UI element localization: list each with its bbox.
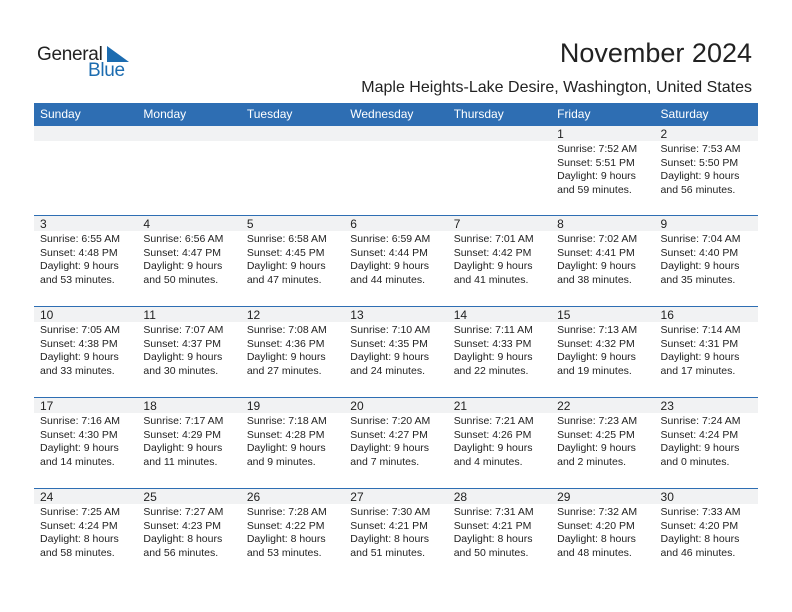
- sunrise-text: Sunrise: 7:30 AM: [350, 506, 431, 518]
- daylight-text: Daylight: 9 hours: [350, 442, 430, 454]
- daylight-text: Daylight: 9 hours: [350, 351, 430, 363]
- sunrise-text: Sunrise: 7:04 AM: [660, 233, 741, 245]
- sunrise-text: Sunrise: 7:52 AM: [557, 143, 638, 155]
- calendar-weeks: [34, 126, 758, 579]
- sunset-text: Sunset: 4:21 PM: [453, 519, 532, 532]
- daylight-minutes-text: and 53 minutes.: [40, 273, 115, 286]
- day-cell: [241, 489, 344, 579]
- day-cell: [241, 307, 344, 397]
- sunrise-text: Sunrise: 7:21 AM: [453, 415, 534, 427]
- day-number: 3: [34, 216, 137, 231]
- week-row: [34, 215, 758, 306]
- empty-day-cell: [448, 126, 551, 215]
- sunrise-text: Sunrise: 7:25 AM: [40, 506, 120, 518]
- day-cell: [137, 489, 240, 579]
- sunrise-text: Sunrise: 7:07 AM: [143, 324, 224, 336]
- sunset-text: Sunset: 4:20 PM: [660, 519, 739, 532]
- logo-word-blue: Blue: [88, 60, 125, 81]
- day-cell: [34, 307, 137, 397]
- day-cell: [241, 398, 344, 488]
- empty-day-cell: [34, 126, 137, 215]
- day-cell: [448, 398, 551, 488]
- day-cell: [551, 126, 654, 215]
- daylight-text: Daylight: 9 hours: [557, 260, 636, 272]
- sunset-text: Sunset: 4:36 PM: [246, 337, 325, 350]
- empty-day-bar: [448, 126, 551, 141]
- daylight-text: Daylight: 8 hours: [40, 533, 119, 545]
- sunrise-text: Sunrise: 7:20 AM: [350, 415, 431, 427]
- day-number: 16: [655, 307, 758, 322]
- day-number: 22: [551, 398, 654, 413]
- week-row: [34, 488, 758, 579]
- daylight-minutes-text: and 44 minutes.: [350, 273, 425, 286]
- daylight-text: Daylight: 9 hours: [246, 351, 326, 363]
- week-row: [34, 306, 758, 397]
- daylight-minutes-text: and 7 minutes.: [350, 455, 420, 468]
- day-number: 30: [655, 489, 758, 504]
- day-cell: [344, 398, 447, 488]
- sunrise-text: Sunrise: 7:11 AM: [453, 324, 533, 336]
- daylight-minutes-text: and 4 minutes.: [453, 455, 523, 468]
- daylight-minutes-text: and 48 minutes.: [557, 546, 632, 559]
- sunset-text: Sunset: 4:40 PM: [660, 246, 739, 259]
- daylight-minutes-text: and 50 minutes.: [453, 546, 529, 559]
- sunset-text: Sunset: 5:51 PM: [557, 156, 635, 169]
- day-cell: [34, 489, 137, 579]
- daylight-text: Daylight: 9 hours: [660, 442, 740, 454]
- day-number: 17: [34, 398, 137, 413]
- sunset-text: Sunset: 4:24 PM: [660, 428, 739, 441]
- sunset-text: Sunset: 4:27 PM: [350, 428, 428, 441]
- daylight-minutes-text: and 56 minutes.: [143, 546, 219, 559]
- sunset-text: Sunset: 4:20 PM: [557, 519, 635, 532]
- sunrise-text: Sunrise: 7:53 AM: [660, 143, 741, 155]
- day-cell: [448, 216, 551, 306]
- daylight-text: Daylight: 8 hours: [660, 533, 740, 545]
- sunrise-text: Sunrise: 7:33 AM: [660, 506, 741, 518]
- daylight-text: Daylight: 9 hours: [143, 351, 223, 363]
- day-number: 15: [551, 307, 654, 322]
- day-cell: [551, 398, 654, 488]
- day-number: 24: [34, 489, 137, 504]
- daylight-minutes-text: and 53 minutes.: [246, 546, 322, 559]
- sunset-text: Sunset: 4:38 PM: [40, 337, 118, 350]
- day-number: 11: [137, 307, 240, 322]
- day-cell: [34, 398, 137, 488]
- day-cell: [448, 307, 551, 397]
- daylight-minutes-text: and 2 minutes.: [557, 455, 626, 468]
- empty-day-cell: [137, 126, 240, 215]
- day-cell: [551, 307, 654, 397]
- sunset-text: Sunset: 4:31 PM: [660, 337, 739, 350]
- daylight-text: Daylight: 9 hours: [557, 170, 636, 182]
- page-title: November 2024: [559, 38, 752, 68]
- day-cell: [655, 216, 758, 306]
- day-number: 28: [448, 489, 551, 504]
- sunrise-text: Sunrise: 7:18 AM: [246, 415, 327, 427]
- sunset-text: Sunset: 4:35 PM: [350, 337, 428, 350]
- sunrise-text: Sunrise: 7:08 AM: [246, 324, 327, 336]
- sunset-text: Sunset: 4:22 PM: [246, 519, 325, 532]
- sunset-text: Sunset: 4:48 PM: [40, 246, 118, 259]
- day-cell: [137, 307, 240, 397]
- day-cell: [34, 216, 137, 306]
- daylight-minutes-text: and 22 minutes.: [453, 364, 529, 377]
- day-number: 10: [34, 307, 137, 322]
- day-number: 12: [241, 307, 344, 322]
- weekday-tuesday: Tuesday: [246, 107, 293, 121]
- sunset-text: Sunset: 4:23 PM: [143, 519, 222, 532]
- daylight-text: Daylight: 9 hours: [40, 351, 119, 363]
- daylight-minutes-text: and 11 minutes.: [143, 455, 218, 468]
- weekday-thursday: Thursday: [453, 107, 504, 121]
- sunrise-text: Sunrise: 7:27 AM: [143, 506, 224, 518]
- sunset-text: Sunset: 4:37 PM: [143, 337, 222, 350]
- week-row: [34, 126, 758, 215]
- empty-day-cell: [241, 126, 344, 215]
- daylight-text: Daylight: 9 hours: [350, 260, 430, 272]
- logo-word-general: General: [37, 44, 103, 65]
- sunrise-text: Sunrise: 6:56 AM: [143, 233, 224, 245]
- day-number: 25: [137, 489, 240, 504]
- sunset-text: Sunset: 4:28 PM: [246, 428, 325, 441]
- day-cell: [344, 307, 447, 397]
- daylight-text: Daylight: 9 hours: [660, 351, 740, 363]
- day-number: 13: [344, 307, 447, 322]
- day-number: 29: [551, 489, 654, 504]
- daylight-text: Daylight: 9 hours: [453, 442, 533, 454]
- sunset-text: Sunset: 4:32 PM: [557, 337, 635, 350]
- sunrise-text: Sunrise: 7:24 AM: [660, 415, 741, 427]
- weekday-wednesday: Wednesday: [350, 107, 414, 121]
- day-cell: [655, 489, 758, 579]
- daylight-text: Daylight: 8 hours: [143, 533, 223, 545]
- daylight-text: Daylight: 9 hours: [40, 442, 119, 454]
- day-number: 23: [655, 398, 758, 413]
- daylight-text: Daylight: 9 hours: [40, 260, 119, 272]
- daylight-minutes-text: and 17 minutes.: [660, 364, 736, 377]
- day-cell: [551, 216, 654, 306]
- sunrise-text: Sunrise: 7:13 AM: [557, 324, 638, 336]
- empty-day-bar: [241, 126, 344, 141]
- day-cell: [448, 489, 551, 579]
- daylight-minutes-text: and 59 minutes.: [557, 183, 632, 196]
- empty-day-bar: [344, 126, 447, 141]
- sunrise-text: Sunrise: 7:14 AM: [660, 324, 741, 336]
- weekday-header: [34, 103, 758, 126]
- sunset-text: Sunset: 4:42 PM: [453, 246, 532, 259]
- day-cell: [137, 398, 240, 488]
- sunrise-text: Sunrise: 7:32 AM: [557, 506, 638, 518]
- sunset-text: Sunset: 4:26 PM: [453, 428, 532, 441]
- daylight-minutes-text: and 56 minutes.: [660, 183, 736, 196]
- daylight-text: Daylight: 8 hours: [246, 533, 326, 545]
- sunset-text: Sunset: 4:47 PM: [143, 246, 222, 259]
- daylight-minutes-text: and 58 minutes.: [40, 546, 115, 559]
- day-number: 2: [655, 126, 758, 141]
- daylight-text: Daylight: 8 hours: [557, 533, 636, 545]
- week-row: [34, 397, 758, 488]
- sunset-text: Sunset: 4:25 PM: [557, 428, 635, 441]
- day-number: 7: [448, 216, 551, 231]
- day-number: 6: [344, 216, 447, 231]
- daylight-minutes-text: and 35 minutes.: [660, 273, 736, 286]
- day-cell: [344, 489, 447, 579]
- sunrise-text: Sunrise: 7:23 AM: [557, 415, 638, 427]
- daylight-text: Daylight: 9 hours: [557, 442, 636, 454]
- day-number: 19: [241, 398, 344, 413]
- sunrise-text: Sunrise: 6:58 AM: [246, 233, 327, 245]
- day-number: 4: [137, 216, 240, 231]
- daylight-minutes-text: and 38 minutes.: [557, 273, 632, 286]
- day-cell: [241, 216, 344, 306]
- day-number: 9: [655, 216, 758, 231]
- daylight-minutes-text: and 47 minutes.: [246, 273, 322, 286]
- weekday-friday: Friday: [557, 107, 591, 121]
- day-number: 26: [241, 489, 344, 504]
- day-number: 20: [344, 398, 447, 413]
- daylight-text: Daylight: 9 hours: [143, 442, 223, 454]
- daylight-minutes-text: and 33 minutes.: [40, 364, 115, 377]
- daylight-minutes-text: and 27 minutes.: [246, 364, 322, 377]
- day-number: 5: [241, 216, 344, 231]
- day-number: 18: [137, 398, 240, 413]
- daylight-minutes-text: and 24 minutes.: [350, 364, 425, 377]
- sunrise-text: Sunrise: 7:05 AM: [40, 324, 120, 336]
- sunset-text: Sunset: 4:30 PM: [40, 428, 118, 441]
- sunset-text: Sunset: 4:21 PM: [350, 519, 428, 532]
- weekday-sunday: Sunday: [40, 107, 81, 121]
- daylight-minutes-text: and 41 minutes.: [453, 273, 529, 286]
- sunrise-text: Sunrise: 7:01 AM: [453, 233, 534, 245]
- weekday-monday: Monday: [143, 107, 187, 121]
- sunset-text: Sunset: 4:45 PM: [246, 246, 325, 259]
- day-cell: [551, 489, 654, 579]
- day-number: 14: [448, 307, 551, 322]
- daylight-text: Daylight: 9 hours: [660, 260, 740, 272]
- day-number: 8: [551, 216, 654, 231]
- day-number: 21: [448, 398, 551, 413]
- sunset-text: Sunset: 4:44 PM: [350, 246, 428, 259]
- day-number: 27: [344, 489, 447, 504]
- day-cell: [137, 216, 240, 306]
- sunrise-text: Sunrise: 7:16 AM: [40, 415, 120, 427]
- empty-day-bar: [34, 126, 137, 141]
- daylight-text: Daylight: 9 hours: [453, 351, 533, 363]
- daylight-minutes-text: and 51 minutes.: [350, 546, 425, 559]
- sunrise-text: Sunrise: 6:55 AM: [40, 233, 120, 245]
- day-cell: [655, 398, 758, 488]
- sunset-text: Sunset: 4:33 PM: [453, 337, 532, 350]
- sunset-text: Sunset: 4:29 PM: [143, 428, 222, 441]
- sunset-text: Sunset: 4:41 PM: [557, 246, 635, 259]
- weekday-saturday: Saturday: [660, 107, 709, 121]
- daylight-minutes-text: and 50 minutes.: [143, 273, 219, 286]
- daylight-text: Daylight: 9 hours: [143, 260, 223, 272]
- daylight-minutes-text: and 14 minutes.: [40, 455, 115, 468]
- daylight-text: Daylight: 8 hours: [350, 533, 430, 545]
- daylight-minutes-text: and 0 minutes.: [660, 455, 730, 468]
- location-subtitle: Maple Heights-Lake Desire, Washington, United States: [361, 79, 752, 96]
- daylight-minutes-text: and 30 minutes.: [143, 364, 219, 377]
- calendar-grid: [34, 103, 758, 579]
- daylight-text: Daylight: 9 hours: [246, 260, 326, 272]
- sunrise-text: Sunrise: 7:28 AM: [246, 506, 327, 518]
- daylight-text: Daylight: 9 hours: [557, 351, 636, 363]
- sunrise-text: Sunrise: 6:59 AM: [350, 233, 431, 245]
- day-cell: [655, 126, 758, 215]
- daylight-text: Daylight: 9 hours: [453, 260, 533, 272]
- sunrise-text: Sunrise: 7:10 AM: [350, 324, 431, 336]
- day-cell: [655, 307, 758, 397]
- sunset-text: Sunset: 5:50 PM: [660, 156, 739, 169]
- empty-day-cell: [344, 126, 447, 215]
- empty-day-bar: [137, 126, 240, 141]
- logo: [37, 42, 137, 82]
- daylight-minutes-text: and 9 minutes.: [246, 455, 316, 468]
- sunrise-text: Sunrise: 7:17 AM: [143, 415, 224, 427]
- day-number: 1: [551, 126, 654, 141]
- sunset-text: Sunset: 4:24 PM: [40, 519, 118, 532]
- sunrise-text: Sunrise: 7:31 AM: [453, 506, 534, 518]
- daylight-minutes-text: and 46 minutes.: [660, 546, 736, 559]
- daylight-text: Daylight: 9 hours: [660, 170, 740, 182]
- sunrise-text: Sunrise: 7:02 AM: [557, 233, 638, 245]
- day-cell: [344, 216, 447, 306]
- daylight-text: Daylight: 9 hours: [246, 442, 326, 454]
- daylight-minutes-text: and 19 minutes.: [557, 364, 632, 377]
- daylight-text: Daylight: 8 hours: [453, 533, 533, 545]
